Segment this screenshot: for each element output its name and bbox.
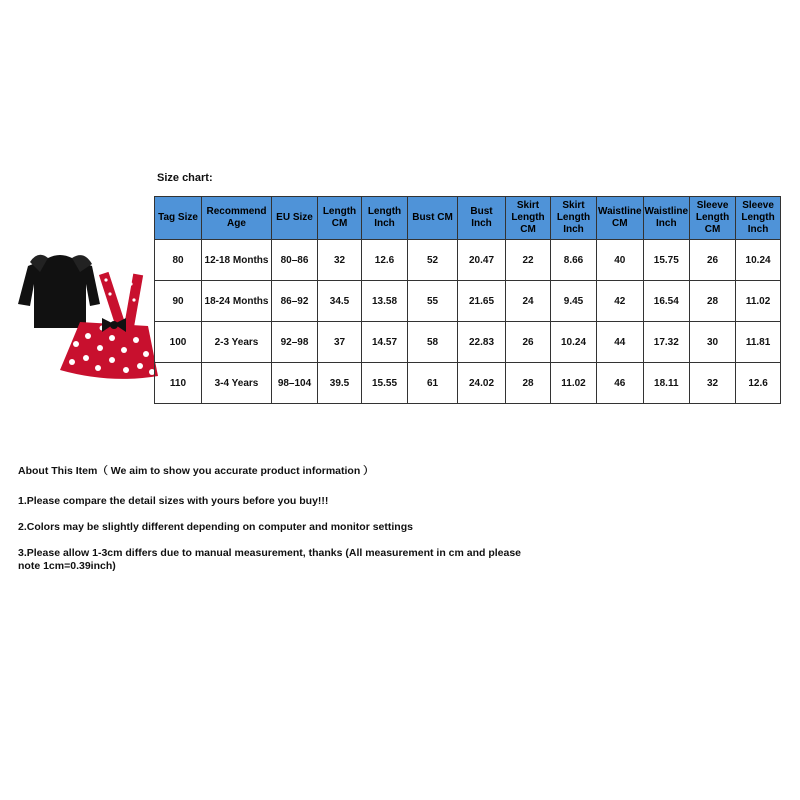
note-item: 2.Colors may be slightly different depending on computer and monitor settings [18, 521, 413, 533]
column-header: Length CM [318, 197, 362, 240]
table-cell: 80 [155, 240, 202, 281]
size-chart-table [154, 196, 781, 404]
column-header: Tag Size [155, 197, 202, 240]
table-cell: 28 [506, 363, 551, 404]
table-cell: 2-3 Years [202, 322, 272, 363]
table-cell: 10.24 [736, 240, 781, 281]
table-cell: 58 [408, 322, 458, 363]
column-header: Bust CM [408, 197, 458, 240]
table-cell: 15.55 [362, 363, 408, 404]
table-cell: 22.83 [458, 322, 506, 363]
table-cell: 42 [597, 281, 644, 322]
table-cell: 12.6 [362, 240, 408, 281]
table-cell: 12.6 [736, 363, 781, 404]
table-cell: 20.47 [458, 240, 506, 281]
table-cell: 10.24 [551, 322, 597, 363]
table-cell: 15.75 [643, 240, 690, 281]
table-cell: 18.11 [643, 363, 690, 404]
table-cell: 32 [690, 363, 736, 404]
table-cell: 22 [506, 240, 551, 281]
table-cell: 16.54 [643, 281, 690, 322]
table-row [155, 281, 781, 322]
table-cell: 11.02 [551, 363, 597, 404]
table-cell: 80–86 [272, 240, 318, 281]
table-cell: 90 [155, 281, 202, 322]
column-header: Sleeve Length CM [690, 197, 736, 240]
table-cell: 18-24 Months [202, 281, 272, 322]
column-header: Bust Inch [458, 197, 506, 240]
column-header: Recommend Age [202, 197, 272, 240]
column-header: EU Size [272, 197, 318, 240]
table-cell: 55 [408, 281, 458, 322]
table-cell: 21.65 [458, 281, 506, 322]
product-image [10, 244, 160, 384]
note-item: 1.Please compare the detail sizes with yours before you buy!!! [18, 495, 329, 507]
column-header: Skirt Length CM [506, 197, 551, 240]
table-cell: 92–98 [272, 322, 318, 363]
black-top-shirt [18, 255, 100, 328]
table-cell: 9.45 [551, 281, 597, 322]
table-cell: 26 [506, 322, 551, 363]
table-cell: 37 [318, 322, 362, 363]
table-header-row [155, 197, 781, 240]
table-cell: 34.5 [318, 281, 362, 322]
table-cell: 39.5 [318, 363, 362, 404]
about-item-heading: About This Item（ We aim to show you accurate product information ） [18, 465, 374, 477]
table-cell: 14.57 [362, 322, 408, 363]
table-cell: 61 [408, 363, 458, 404]
table-cell: 11.02 [736, 281, 781, 322]
column-header: Waistline Inch [643, 197, 690, 240]
table-cell: 86–92 [272, 281, 318, 322]
table-cell: 24 [506, 281, 551, 322]
table-cell: 12-18 Months [202, 240, 272, 281]
table-row [155, 322, 781, 363]
table-cell: 13.58 [362, 281, 408, 322]
table-cell: 32 [318, 240, 362, 281]
column-header: Length Inch [362, 197, 408, 240]
size-chart-title: Size chart: [157, 172, 213, 184]
note-item: 3.Please allow 1-3cm differs due to manual measurement, thanks (All measurement in cm and please note 1cm=0.39inch) [18, 547, 522, 572]
table-cell: 8.66 [551, 240, 597, 281]
table-cell: 46 [597, 363, 644, 404]
column-header: Skirt Length Inch [551, 197, 597, 240]
table-cell: 100 [155, 322, 202, 363]
table-row [155, 240, 781, 281]
column-header: Waistline CM [597, 197, 644, 240]
table-cell: 26 [690, 240, 736, 281]
notes-list [18, 495, 538, 586]
table-cell: 28 [690, 281, 736, 322]
table-cell: 52 [408, 240, 458, 281]
table-cell: 40 [597, 240, 644, 281]
table-cell: 24.02 [458, 363, 506, 404]
table-row [155, 363, 781, 404]
table-cell: 110 [155, 363, 202, 404]
table-cell: 44 [597, 322, 644, 363]
table-cell: 30 [690, 322, 736, 363]
column-header: Sleeve Length Inch [736, 197, 781, 240]
table-cell: 98–104 [272, 363, 318, 404]
table-cell: 17.32 [643, 322, 690, 363]
table-cell: 3-4 Years [202, 363, 272, 404]
table-cell: 11.81 [736, 322, 781, 363]
